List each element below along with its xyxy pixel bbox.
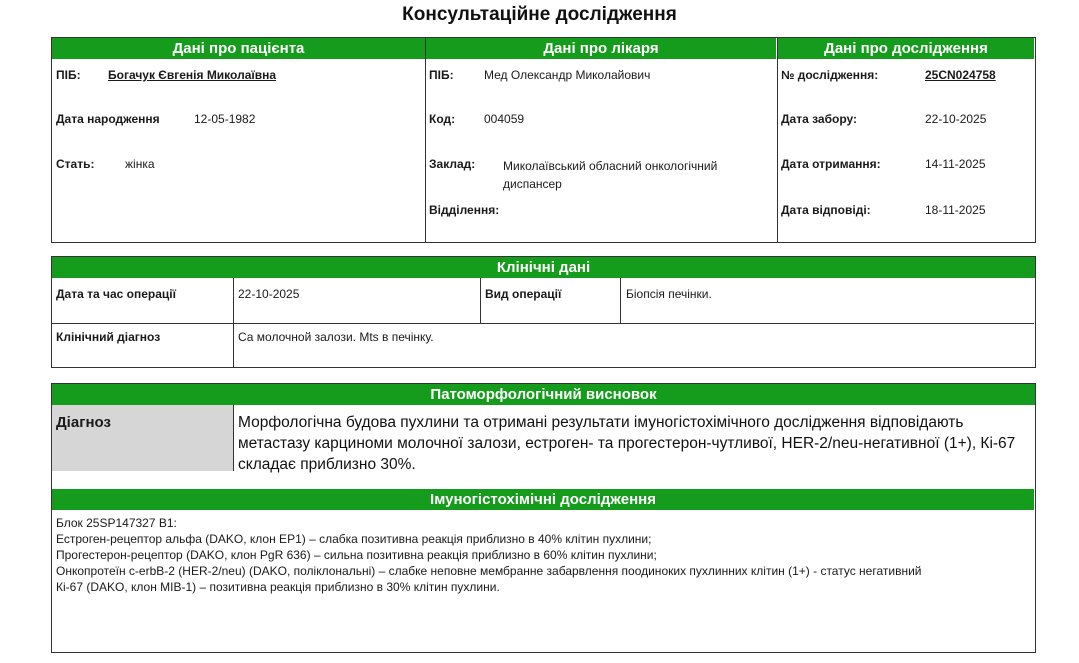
info-table [51, 37, 1036, 243]
divider [425, 38, 426, 242]
study-collection-label: Дата забору: [781, 112, 858, 126]
divider [620, 278, 621, 324]
divider [233, 405, 234, 471]
pathology-header: Патоморфологічний висновок [52, 384, 1035, 405]
ihc-line: Кі-67 (DAKO, клон MIB-1) – позитивна реакція приблизно в 30% клітин пухлини. [56, 580, 500, 594]
diagnosis-label: Діагноз [56, 414, 111, 431]
study-number-label: № дослідження: [781, 68, 879, 82]
patient-sex-value: жінка [125, 157, 155, 171]
ihc-results [56, 515, 1031, 595]
pathology-table [51, 383, 1036, 653]
operation-type-value: Біопсія печінки. [626, 287, 712, 301]
ihc-line: Онкопротеїн c-erbB-2 (HER-2/neu) (DAKO, поліклональні) – слабке неповне мембранне забарвлення поодиноких пухлинних клітин (1+) - статус негативний [56, 564, 922, 578]
doctor-institution-value: Миколаївський обласний онкологічний диспансер [503, 159, 718, 191]
divider [480, 278, 481, 324]
doctor-header: Дані про лікаря [426, 38, 776, 59]
doctor-name-label: ПІБ: [429, 68, 454, 82]
study-header: Дані про дослідження [778, 38, 1034, 59]
page-title: Консультаційне дослідження [402, 4, 677, 25]
divider [777, 38, 778, 242]
operation-datetime-label: Дата та час операції [56, 287, 176, 301]
doctor-institution-label: Заклад: [429, 157, 476, 171]
clinical-header: Клінічні дані [52, 257, 1035, 278]
divider [52, 323, 1034, 324]
operation-type-label: Вид операції [485, 287, 562, 301]
study-response-value: 18-11-2025 [925, 203, 986, 217]
study-number-value: 25CN024758 [925, 68, 996, 82]
study-received-value: 14-11-2025 [925, 157, 986, 171]
ihc-header: Імуногістохімічні дослідження [52, 489, 1034, 510]
patient-sex-label: Стать: [56, 157, 95, 171]
patient-dob-value: 12-05-1982 [194, 112, 256, 126]
patient-dob-label: Дата народження [56, 112, 160, 126]
ihc-line: Блок 25SP147327 B1: [56, 516, 177, 530]
operation-datetime-value: 22-10-2025 [238, 287, 300, 301]
doctor-code-label: Код: [429, 112, 456, 126]
ihc-line: Естроген-рецептор альфа (DAKO, клон EP1) – слабка позитивна реакція приблизно в 40% клітин пухлини; [56, 532, 652, 546]
patient-name-label: ПІБ: [56, 68, 81, 82]
patient-header: Дані про пацієнта [52, 38, 425, 59]
clinical-diagnosis-label: Клінічний діагноз [56, 330, 161, 344]
diagnosis-text: Морфологічна будова пухлини та отримані результати імуногістохімічного дослідження відповідають метастазу карциноми молочної залози, естроген- та прогестерон-чутливої, HER-2/neu-негативної (1+), Кі-67 складає приблизно 30%. [238, 414, 1016, 473]
doctor-code-value: 004059 [484, 112, 525, 126]
study-collection-value: 22-10-2025 [925, 112, 987, 126]
doctor-name-value: Мед Олександр Миколайович [484, 68, 651, 82]
study-received-label: Дата отримання: [781, 157, 881, 171]
clinical-diagnosis-value: Са молочной залози. Mts в печінку. [238, 330, 434, 344]
patient-name-value: Богачук Євгенія Миколаївна [108, 68, 277, 82]
clinical-table [51, 256, 1036, 368]
ihc-line: Прогестерон-рецептор (DAKO, клон PgR 636) – сильна позитивна реакція приблизно в 60% клітин пухлини; [56, 548, 657, 562]
study-response-label: Дата відповіді: [781, 203, 871, 217]
doctor-department-label: Відділення: [429, 203, 500, 217]
